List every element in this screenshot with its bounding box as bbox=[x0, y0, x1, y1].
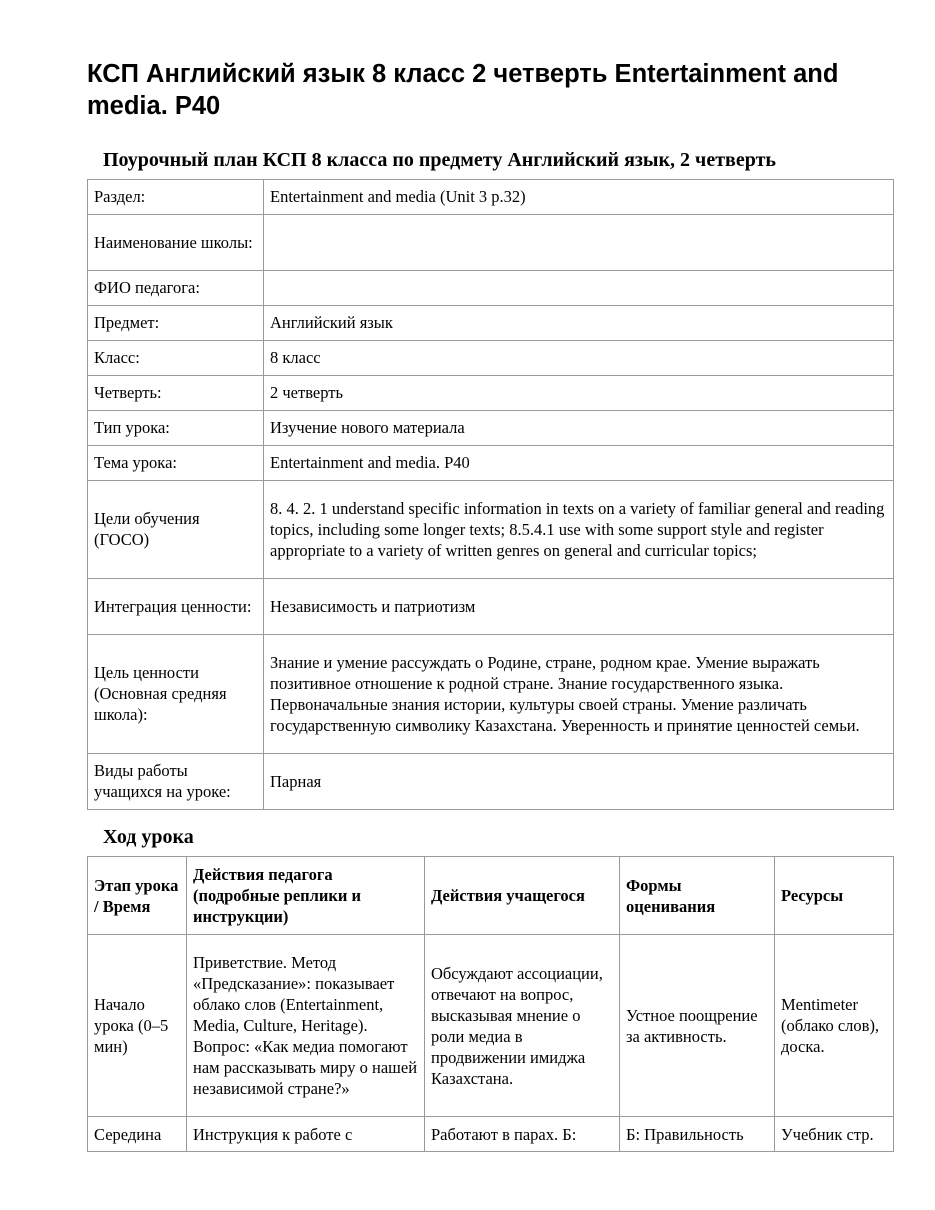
cell-teacher-actions: Приветствие. Метод «Предсказание»: показывает облако слов (Entertainment, Media, Culture, Heritage). Вопрос: «Как медиа помогают нам рассказывать миру о нашей независимой стране?» bbox=[187, 935, 425, 1117]
info-label: Интеграция ценности: bbox=[88, 579, 264, 635]
info-value: 8 класс bbox=[264, 341, 894, 376]
info-row-grade bbox=[88, 341, 894, 376]
info-value: Entertainment and media. P40 bbox=[264, 446, 894, 481]
info-label: ФИО педагога: bbox=[88, 271, 264, 306]
cell-assessment-forms: Б: Правильность bbox=[620, 1117, 775, 1152]
cell-resources: Mentimeter (облако слов), доска. bbox=[775, 935, 894, 1117]
lesson-info-table bbox=[87, 179, 894, 810]
cell-student-actions: Работают в парах. Б: bbox=[425, 1117, 620, 1152]
lesson-table-header-row bbox=[88, 857, 894, 935]
info-row-quarter bbox=[88, 376, 894, 411]
info-value: 8. 4. 2. 1 understand specific information in texts on a variety of familiar general and reading topics, including some longer texts; 8.5.4.1 use with some support style and register appropriate to a variety of written genres on general and curricular topics; bbox=[264, 481, 894, 579]
info-label: Тип урока: bbox=[88, 411, 264, 446]
cell-assessment-forms: Устное поощрение за активность. bbox=[620, 935, 775, 1117]
info-label: Наименование школы: bbox=[88, 215, 264, 271]
info-value: Английский язык bbox=[264, 306, 894, 341]
info-value bbox=[264, 215, 894, 271]
info-row-values-integration bbox=[88, 579, 894, 635]
info-row-school bbox=[88, 215, 894, 271]
cell-stage-time: Середина bbox=[88, 1117, 187, 1152]
info-row-section bbox=[88, 180, 894, 215]
header-resources: Ресурсы bbox=[775, 857, 894, 935]
info-row-learning-objectives bbox=[88, 481, 894, 579]
info-value: Знание и умение рассуждать о Родине, стране, родном крае. Умение выражать позитивное отношение к родной стране. Знание государственного языка. Первоначальные знания истории, культуры своей страны. Умение различать государственную символику Казахстана. Уверенность и принятие ценностей семьи. bbox=[264, 635, 894, 754]
cell-student-actions: Обсуждают ассоциации, отвечают на вопрос, высказывая мнение о роли медиа в продвижении имиджа Казахстана. bbox=[425, 935, 620, 1117]
info-row-work-types bbox=[88, 754, 894, 810]
info-row-lesson-type bbox=[88, 411, 894, 446]
plan-heading: Поурочный план КСП 8 класса по предмету Английский язык, 2 четверть bbox=[103, 149, 776, 171]
lesson-row-middle bbox=[88, 1117, 894, 1152]
info-value: Независимость и патриотизм bbox=[264, 579, 894, 635]
info-label: Класс: bbox=[88, 341, 264, 376]
info-value bbox=[264, 271, 894, 306]
info-label: Виды работы учащихся на уроке: bbox=[88, 754, 264, 810]
header-stage-time: Этап урока / Время bbox=[88, 857, 187, 935]
cell-stage-time: Начало урока (0–5 мин) bbox=[88, 935, 187, 1117]
lesson-course-heading: Ход урока bbox=[103, 826, 194, 848]
info-value: 2 четверть bbox=[264, 376, 894, 411]
info-row-values-goal bbox=[88, 635, 894, 754]
cell-resources: Учебник стр. bbox=[775, 1117, 894, 1152]
info-label: Четверть: bbox=[88, 376, 264, 411]
header-student-actions: Действия учащегося bbox=[425, 857, 620, 935]
info-value: Парная bbox=[264, 754, 894, 810]
info-row-teacher bbox=[88, 271, 894, 306]
lesson-course-table bbox=[87, 856, 894, 1152]
cell-teacher-actions: Инструкция к работе с bbox=[187, 1117, 425, 1152]
info-label: Цель ценности (Основная средняя школа): bbox=[88, 635, 264, 754]
header-teacher-actions: Действия педагога (подробные реплики и инструкции) bbox=[187, 857, 425, 935]
info-label: Цели обучения (ГОСО) bbox=[88, 481, 264, 579]
info-label: Предмет: bbox=[88, 306, 264, 341]
info-value: Изучение нового материала bbox=[264, 411, 894, 446]
info-row-subject bbox=[88, 306, 894, 341]
info-label: Тема урока: bbox=[88, 446, 264, 481]
info-row-lesson-topic bbox=[88, 446, 894, 481]
document-title: КСП Английский язык 8 класс 2 четверть Entertainment and media. P40 bbox=[87, 60, 839, 120]
lesson-row-start bbox=[88, 935, 894, 1117]
header-assessment-forms: Формы оценивания bbox=[620, 857, 775, 935]
info-value: Entertainment and media (Unit 3 p.32) bbox=[264, 180, 894, 215]
info-label: Раздел: bbox=[88, 180, 264, 215]
